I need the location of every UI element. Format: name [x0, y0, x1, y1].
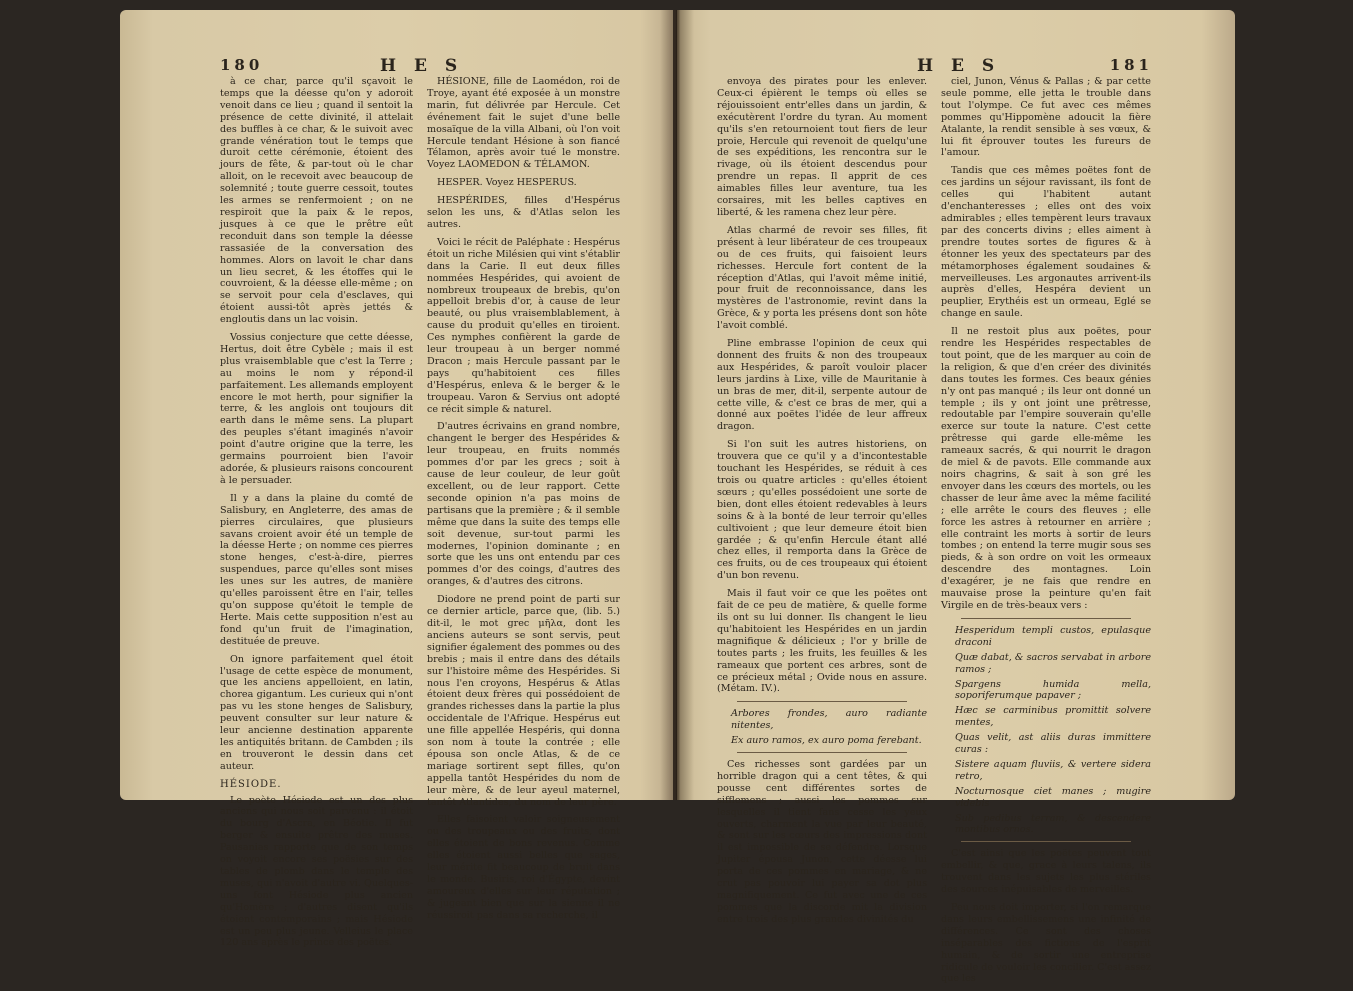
paragraph: Le poète Hésiode est un des plus anciens qui nous soit parvenu : il étoit du bourg d'Ascra, en Béotie. Il fut berger & ensuite prêtre des muses. Pausanias rapporte que de son temps on voyoit encore ses poësies sur des tables de plomb dans le temple des muses, qui n'avoit d'autre vi. Quelques-uns font Hésiode plus ancien qu'Homère ; d'autres disent qu'ils étoient contemporains ; mais Hésiode est un peu plus jeune. Velleius le place 120 ans après le prince des poëtes. [220, 794, 413, 949]
paragraph: à ce char, parce qu'il sçavoit le temps que la déesse qu'on y adoroit venoit dans ce lieu ; quand il sentoit la présence de cette divinité, il attelait des buffles à ce char, & le suivoit avec grande vénération tout le temps que duroit cette cérémonie, étoient des jours de fête, & par-tout où le char alloit, on le recevoit avec beaucoup de solemnité ; toute guerre cessoit, toutes les armes se renfermoient ; on ne respiroit que la paix & le repos, jusques à ce que le prêtre eût reconduit dans son temple la déesse rassasiée de la conversation des hommes. Alors on lavoit le char dans un lieu secret, & les étoffes qui le couvroient, & la déesse elle-même ; on se servoit pour cela d'esclaves, qui étoient aussi-tôt après jettés & engloutis dans un lac voisin. [220, 76, 413, 326]
paragraph: Elles faisoient valoir soigneusement ou des troupeaux ou des fruits, dont elles étoient de bons revenus. Comme elles étoient aussi belles que sages, leur mérite fit beaucoup de bruit dans le monde. Busiris, roi d'Égypte, devint amoureux d'elles sur leur réputation ; & jugeant bien que sur la sienne il ne réussiroit pas dans sa recherche, il [427, 814, 620, 921]
left-running-title: H E S [380, 56, 464, 76]
paragraph: Ces richesses sont gardées par un horrible dragon qui a cent têtes, & qui pousse cent différentes sortes de sifflemens ; aussi les pommes sur lesquelles il tient fans cesse les yeux ouverts, charment la vue par leur beauté, & sont sur les cœurs des impressions dont il est impossible de se défendre. Lorsque Jupiter épousa Junon, cette déesse lui porta de ces pommes en mariage, & ne crut pas pouvoir lui payer sa dot plus magnifiquement. Ce fut avec une de ces pommes que la discorde mit la division entre trois des plus grandes divinités du [717, 759, 927, 925]
paragraph: ciel, Junon, Vénus & Pallas ; & par cette seule pomme, elle jetta le trouble dans tout l'olympe. Ce fut avec ces mêmes pommes qu'Hippomène adoucit la fière Atalante, la rendit sensible à ses vœux, & lui fit éprouver toutes les fureurs de l'amour. [941, 76, 1151, 159]
left-columns [220, 76, 620, 955]
divider [737, 752, 907, 753]
paragraph: Il ne restoit plus aux poëtes, pour rendre les Hespérides respectables de tout point, que de les marquer au coin de la religion, & que d'en créer des divinités dans toutes les formes. Ces beaux génies n'y ont pas manqué ; ils leur ont donné un temple ; ils y ont joint une prêtresse, redoutable par l'empire souverain qu'elle exerce sur toute la nature. C'est cette prêtresse qui garde elle-même les rameaux sacrés, & qui nourrit le dragon de miel & de pavots. Elle commande aux noirs chagrins, & sait à son gré les envoyer dans les cœurs des mortels, ou les chasser de leur âme avec la même facilité ; elle arrête le cours des fleuves ; elle force les astres à retourner en arrière ; elle contraint les morts à sortir de leurs tombes ; on entend la terre mugir sous ses pieds, & à son ordre on voit les ormeaux descendre des montagnes. Loin d'exagérer, je ne fais que rendre en mauvaise prose la peinture qu'en fait Virgile en de très-beaux vers : [941, 326, 1151, 611]
paragraph: envoya des pirates pour les enlever. Ceux-ci épièrent le temps où elles se réjouissoient entr'elles dans un jardin, & exécutèrent l'ordre du tyran. Au moment qu'ils s'en retournoient tout fiers de leur proie, Hercule qui revenoit de quelqu'une de ses expéditions, les rencontra sur le rivage, où ils étoient descendus pour prendre un repas. Il apprit de ces aimables filles leur aventure, tua les corsaires, mit les belles captives en liberté, & les ramena chez leur père. [717, 76, 927, 218]
paragraph: Vossius conjecture que cette déesse, Hertus, doit être Cybèle ; mais il est plus vraisemblable que c'est la Terre ; au moins le nom y répond-il parfaitement. Les allemands employent encore le mot herth, pour signifier la terre, & les anglois ont toujours dit earth dans le même sens. La plupart des peuples s'étant imaginés n'avoir point d'autre origine que la terre, les germains pourroient bien l'avoir adorée, & plusieurs raisons concourent à le persuader. [220, 332, 413, 486]
right-running-title: H E S [917, 56, 1001, 76]
left-page [120, 10, 673, 949]
entry-heading: HÉSIODE. [220, 778, 282, 790]
verse-line: Sistere aquam fluviis, & vertere sidera retro, [955, 758, 1151, 782]
divider [961, 618, 1131, 619]
left-column-2 [427, 76, 620, 955]
right-page-number: 181 [1109, 56, 1153, 74]
paragraph: Pline embrasse l'opinion de ceux qui donnent des fruits & non des troupeaux aux Hespérides, & paroît vouloir placer leurs jardins à Lixe, ville de Mauritanie à un bras de mer, dit-il, serpente autour de cette ville, & c'est ce bras de mer, qui a donné aux poëtes l'idée de leur affreux dragon. [717, 338, 927, 433]
verse-line: Ex auro ramos, ex auro poma ferebant. [731, 735, 922, 747]
paragraph: Voici le récit de Paléphate : Hespérus étoit un riche Milésien qui vint s'établir dans la Carie. Il eut deux filles nommées Hespérides, qui avoient de nombreux troupeaux de brebis, qu'on appelloit brebis d'or, à cause de leur beauté, ou plus vraisemblablement, à cause du produit qu'elles en tiroient. Ces nymphes confièrent la garde de leur troupeau à un berger nommé Dracon ; mais Hercule passant par le pays qu'habitoient ces filles d'Hespérus, enleva & le berger & le troupeau. Varon & Servius ont adopté ce récit simple & naturel. [427, 236, 620, 415]
paragraph: HESPER. Voyez HESPERUS. [437, 177, 577, 189]
open-book [120, 10, 1235, 985]
right-columns [717, 76, 1151, 991]
verse-line: Spargens humida mella, soporiferumque papaver ; [955, 678, 1151, 702]
paragraph: Peu nous doit importer, si l'on remarque dans leurs embellissemens une infinité de différences. Ce sont des choses inséparables des fictions de l'esprit humain, & de sortir une entreprise ridicule de vouloir les concilier. C'est assez que les [941, 902, 1151, 985]
verse-line: Arbores frondes, auro radiante nitentes, [731, 708, 927, 732]
left-column-1 [220, 76, 413, 955]
paragraph: Si l'on suit les autres historiens, on trouvera que ce qu'il y a d'incontestable touchant les Hespérides, se réduit à ces trois ou quatre articles : qu'elles étoient sœurs ; qu'elles possédoient une sorte de bien, dont elles étoient redevables à leurs soins & à la bonté de leur terroir qu'elles cultivoient ; que leur demeure étoit bien gardée ; & qu'enfin Hercule étant allé chez elles, il remporta dans la Grèce de ces fruits, ou de ces troupeaux qui étoient d'un bon revenu. [717, 439, 927, 582]
right-column-2 [941, 76, 1151, 991]
paragraph: Diodore ne prend point de parti sur ce dernier article, parce que, (lib. 5.) dit-il, le mot grec μῆλα, dont les anciens auteurs se sont servis, peut signifier également des pommes ou des brebis ; mais il entre dans des détails sur l'histoire même des Hespérides. Si nous l'en croyons, Hespérus & Atlas étoient deux frères qui possédoient de grandes richesses dans la partie la plus occidentale de l'Afrique. Hespérus eut une fille appellée Hespéris, qui donna son nom à toute la contrée ; elle épousa son oncle Atlas, & de ce mariage sortirent sept filles, qu'on appella tantôt Hespérides du nom de leur mère, & de leur ayeul maternel, tantôt Atlantides, du nom de leur père. [427, 594, 620, 808]
paragraph: Tandis que ces mêmes poëtes font de ces jardins un séjour ravissant, ils font de celles qui l'habitent autant d'enchanteresses ; elles ont des voix admirables ; elles tempèrent leurs travaux par des concerts divins ; elles aiment à prendre toutes sortes de figures & à étonner les yeux des spectateurs par des métamorphoses également soudaines & merveilleuses. Les argonautes arrivent-ils auprès d'elles, Hespéra devient un peuplier, Erythéis est un ormeau, Eglé se change en saule. [941, 165, 1151, 320]
paragraph: Atlas charmé de revoir ses filles, fit présent à leur libérateur de ces troupeaux ou de ces fruits, qui faisoient leurs richesses. Hercule fort content de la réception d'Atlas, qui l'avoit même initié, pour fruit de reconnoissance, dans les mystères de l'astronomie, revint dans la Grèce, & y porta les présens dont son hôte l'avoit comblé. [717, 224, 927, 332]
right-column-1 [717, 76, 927, 991]
left-page-number: 180 [220, 56, 264, 74]
verse-line: Sub pedibus terram, & descendere montibus ornos. [955, 812, 1151, 836]
paragraph: D'autres écrivains en grand nombre, changent le berger des Hespérides & leur troupeau, en fruits nommés pommes d'or par les grecs ; soit à cause de leur couleur, de leur goût excellent, ou de leur rapport. Cette seconde opinion n'a pas moins de partisans que la première ; & il semble même que dans la suite des temps elle soit devenue, sur-tout parmi les modernes, l'opinion dominante ; en sorte que les uns ont entendu par ces pommes d'or des coings, d'autres des oranges, & d'autres des citrons. [427, 421, 620, 588]
verse-line: Quæ dabat, & sacros servabat in arbore ramos ; [955, 651, 1151, 675]
verse-line: Nocturnosque ciet manes ; mugire videbis [955, 785, 1151, 809]
divider [737, 701, 907, 702]
paragraph: On ignore parfaitement quel étoit l'usage de cette espèce de monument, que les anciens appelloient, en latin, chorea gigantum. Les curieux qui n'ont pas vu les stone henges de Salisbury, peuvent consulter sur leur nature & leur ancienne destination apparente les antiquités britann. de Cambden ; ils en trouveront le dessin dans cet auteur. [220, 653, 413, 772]
verse-line: Quas velit, ast aliis duras immittere curas : [955, 732, 1151, 756]
verse-line: Hæc se carminibus promittit solvere mentes, [955, 705, 1151, 729]
paragraph: Il y a dans la plaine du comté de Salisbury, en Angleterre, des amas de pierres circulaires, que plusieurs savans croient avoir été un temple de la déesse Herte ; on nomme ces pierres stone henges, c'est-à-dire, pierres suspendues, parce qu'elles sont mises les unes sur les autres, de manière qu'elles paroissent être en l'air, telles qu'on suppose qu'étoit le temple de Herte. Mais cette supposition n'est au fond qu'un fruit de l'imagination, destituée de preuve. [220, 492, 413, 647]
divider [961, 841, 1131, 842]
paragraph: Mais il faut voir ce que les poëtes ont fait de ce peu de matière, & quelle forme ils ont su lui donner. Ils changent le lieu qu'habitoient les Hespérides en un jardin magnifique & délicieux ; l'or y brille de toutes parts ; les fruits, les feuilles & les rameaux que portent ces arbres, sont de ce précieux métal ; Ovide nous en assure. (Métam. IV.). [717, 588, 927, 695]
paragraph: HÉSIONE, fille de Laomédon, roi de Troye, ayant été exposée à un monstre marin, fut délivrée par Hercule. Cet événement fait le sujet d'une belle mosaïque de la villa Albani, où l'on voit Hercule tendant Hésione à son fiancé Télamon, après avoir tué le monstre. Voyez LAOMEDON & TÉLAMON. [427, 76, 620, 171]
verse-line: Hesperidum templi custos, epulasque draconi [955, 624, 1151, 648]
paragraph: HESPÉRIDES, filles d'Hespérus selon les uns, & d'Atlas selon les autres. [427, 195, 620, 230]
right-page [677, 10, 1235, 985]
paragraph: C'est ainsi que les poëtes peuvent tout embellir, & que, grace à leurs talens, ils trouvent dans les sujets les plus stériles des sources inépuisables de merveilles. [941, 848, 1151, 896]
